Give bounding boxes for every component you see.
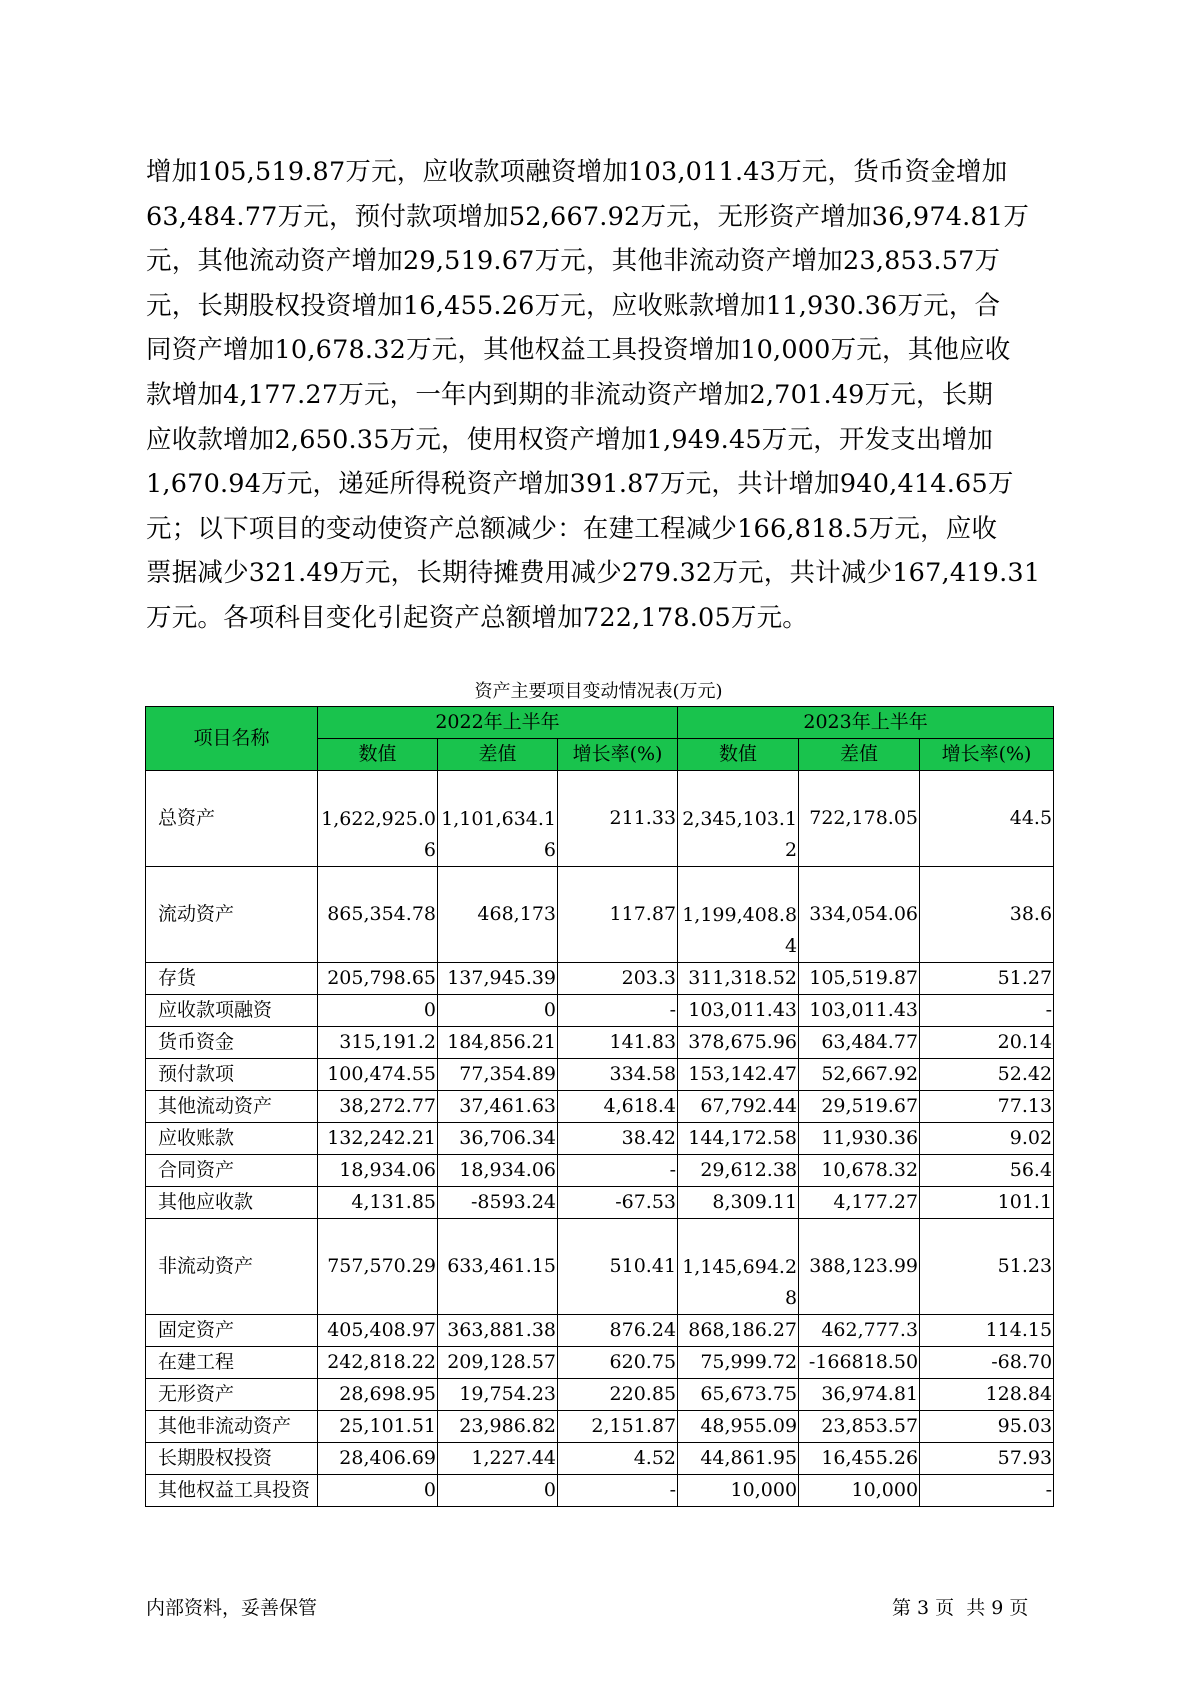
cell-diff-2022: 1,101,634.16: [438, 771, 558, 867]
cell-growth-2023: 77.13: [920, 1091, 1054, 1123]
cell-growth-2022: 203.3: [558, 963, 678, 995]
cell-diff-2023: 105,519.87: [799, 963, 920, 995]
table-row: [146, 1347, 1054, 1379]
paragraph-line: 票据减少321.49万元，长期待摊费用减少279.32万元，共计减少167,419.31: [146, 558, 1041, 589]
cell-diff-2023: 722,178.05: [799, 771, 920, 867]
header-diff-2023: 差值: [799, 739, 920, 771]
cell-value-2022: 25,101.51: [318, 1411, 438, 1443]
cell-value-2023: 75,999.72: [678, 1347, 799, 1379]
cell-diff-2023: 4,177.27: [799, 1187, 920, 1219]
cell-value-2023: 144,172.58: [678, 1123, 799, 1155]
cell-growth-2022: -: [558, 995, 678, 1027]
cell-diff-2022: 37,461.63: [438, 1091, 558, 1123]
table-row: [146, 995, 1054, 1027]
cell-value-2022: 242,818.22: [318, 1347, 438, 1379]
cell-diff-2023: 63,484.77: [799, 1027, 920, 1059]
paragraph-line: 元；以下项目的变动使资产总额减少：在建工程减少166,818.5万元，应收: [146, 513, 998, 544]
cell-growth-2023: 38.6: [920, 867, 1054, 963]
paragraph-line: 同资产增加10,678.32万元，其他权益工具投资增加10,000万元，其他应收: [146, 335, 1011, 366]
table-row: [146, 867, 1054, 963]
cell-growth-2022: 510.41: [558, 1219, 678, 1315]
table-row: [146, 1475, 1054, 1507]
cell-value-2023: 378,675.96: [678, 1027, 799, 1059]
cell-value-2022: 0: [318, 1475, 438, 1507]
cell-diff-2022: 209,128.57: [438, 1347, 558, 1379]
cell-diff-2023: 10,000: [799, 1475, 920, 1507]
body-paragraph: [146, 150, 1051, 641]
cell-diff-2022: 0: [438, 1475, 558, 1507]
cell-value-2022: 28,406.69: [318, 1443, 438, 1475]
cell-value-2022: 205,798.65: [318, 963, 438, 995]
cell-growth-2023: 128.84: [920, 1379, 1054, 1411]
cell-value-2023: 44,861.95: [678, 1443, 799, 1475]
table-row: [146, 1091, 1054, 1123]
header-value-2023: 数值: [678, 739, 799, 771]
table-row: [146, 1027, 1054, 1059]
cell-growth-2022: 620.75: [558, 1347, 678, 1379]
cell-diff-2023: 103,011.43: [799, 995, 920, 1027]
cell-diff-2023: 462,777.3: [799, 1315, 920, 1347]
cell-value-2022: 100,474.55: [318, 1059, 438, 1091]
cell-value-2023: 65,673.75: [678, 1379, 799, 1411]
cell-value-2023: 8,309.11: [678, 1187, 799, 1219]
cell-growth-2022: -: [558, 1475, 678, 1507]
cell-diff-2022: -8593.24: [438, 1187, 558, 1219]
cell-item-name: 合同资产: [146, 1155, 318, 1187]
cell-value-2022: 18,934.06: [318, 1155, 438, 1187]
cell-growth-2022: 4.52: [558, 1443, 678, 1475]
cell-diff-2022: 77,354.89: [438, 1059, 558, 1091]
cell-growth-2023: -: [920, 995, 1054, 1027]
cell-diff-2023: -166818.50: [799, 1347, 920, 1379]
paragraph-line: 1,670.94万元，递延所得税资产增加391.87万元，共计增加940,414.65万: [146, 469, 1014, 500]
cell-value-2022: 1,622,925.06: [318, 771, 438, 867]
cell-value-2022: 315,191.2: [318, 1027, 438, 1059]
table-row: [146, 1411, 1054, 1443]
table-row: [146, 1443, 1054, 1475]
cell-growth-2022: 211.33: [558, 771, 678, 867]
cell-item-name: 其他流动资产: [146, 1091, 318, 1123]
cell-diff-2023: 388,123.99: [799, 1219, 920, 1315]
cell-growth-2022: 38.42: [558, 1123, 678, 1155]
table-row: [146, 1187, 1054, 1219]
cell-growth-2023: 51.27: [920, 963, 1054, 995]
cell-diff-2023: 36,974.81: [799, 1379, 920, 1411]
cell-item-name: 长期股权投资: [146, 1443, 318, 1475]
cell-item-name: 无形资产: [146, 1379, 318, 1411]
table-row: [146, 1315, 1054, 1347]
cell-growth-2023: 20.14: [920, 1027, 1054, 1059]
cell-item-name: 应收账款: [146, 1123, 318, 1155]
cell-growth-2023: 95.03: [920, 1411, 1054, 1443]
cell-value-2023: 48,955.09: [678, 1411, 799, 1443]
cell-growth-2023: 51.23: [920, 1219, 1054, 1315]
cell-item-name: 非流动资产: [146, 1219, 318, 1315]
cell-diff-2022: 0: [438, 995, 558, 1027]
paragraph-line: 元，其他流动资产增加29,519.67万元，其他非流动资产增加23,853.57万: [146, 246, 1001, 277]
paragraph-line: 应收款增加2,650.35万元，使用权资产增加1,949.45万元，开发支出增加: [146, 424, 994, 455]
cell-value-2022: 38,272.77: [318, 1091, 438, 1123]
cell-value-2023: 311,318.52: [678, 963, 799, 995]
cell-growth-2022: 4,618.4: [558, 1091, 678, 1123]
cell-value-2023: 1,199,408.84: [678, 867, 799, 963]
cell-growth-2023: 56.4: [920, 1155, 1054, 1187]
cell-diff-2023: 16,455.26: [799, 1443, 920, 1475]
footer-page-number: 第 3 页 共 9 页: [892, 1597, 1029, 1619]
paragraph-line: 增加105,519.87万元，应收款项融资增加103,011.43万元，货币资金增加: [146, 157, 1008, 187]
cell-value-2022: 0: [318, 995, 438, 1027]
cell-item-name: 在建工程: [146, 1347, 318, 1379]
table-header-row: [146, 707, 1054, 739]
cell-growth-2022: -: [558, 1155, 678, 1187]
cell-item-name: 应收款项融资: [146, 995, 318, 1027]
table-row: [146, 1155, 1054, 1187]
cell-item-name: 其他应收款: [146, 1187, 318, 1219]
asset-change-table: [145, 706, 1054, 1507]
cell-value-2023: 67,792.44: [678, 1091, 799, 1123]
cell-growth-2023: 101.1: [920, 1187, 1054, 1219]
cell-value-2023: 153,142.47: [678, 1059, 799, 1091]
paragraph-line: 款增加4,177.27万元，一年内到期的非流动资产增加2,701.49万元，长期: [146, 379, 994, 410]
cell-growth-2022: -67.53: [558, 1187, 678, 1219]
paragraph-line: 元，长期股权投资增加16,455.26万元，应收账款增加11,930.36万元，合: [146, 290, 1001, 321]
cell-item-name: 总资产: [146, 771, 318, 867]
cell-value-2022: 757,570.29: [318, 1219, 438, 1315]
cell-diff-2022: 468,173: [438, 867, 558, 963]
cell-item-name: 其他权益工具投资: [146, 1475, 318, 1507]
cell-diff-2022: 36,706.34: [438, 1123, 558, 1155]
cell-item-name: 存货: [146, 963, 318, 995]
cell-value-2022: 405,408.97: [318, 1315, 438, 1347]
paragraph-line: 万元。各项科目变化引起资产总额增加722,178.05万元。: [146, 602, 809, 633]
cell-growth-2023: 52.42: [920, 1059, 1054, 1091]
header-diff-2022: 差值: [438, 739, 558, 771]
cell-growth-2022: 141.83: [558, 1027, 678, 1059]
cell-value-2023: 1,145,694.28: [678, 1219, 799, 1315]
cell-growth-2023: -: [920, 1475, 1054, 1507]
header-growth-2023: 增长率(%): [920, 739, 1054, 771]
cell-growth-2023: 9.02: [920, 1123, 1054, 1155]
cell-value-2023: 868,186.27: [678, 1315, 799, 1347]
cell-value-2022: 28,698.95: [318, 1379, 438, 1411]
table-row: [146, 963, 1054, 995]
table-row: [146, 771, 1054, 867]
cell-growth-2022: 2,151.87: [558, 1411, 678, 1443]
table-row: [146, 1219, 1054, 1315]
cell-growth-2023: 57.93: [920, 1443, 1054, 1475]
footer-confidential-note: 内部资料，妥善保管: [146, 1597, 318, 1619]
cell-growth-2022: 876.24: [558, 1315, 678, 1347]
cell-diff-2023: 29,519.67: [799, 1091, 920, 1123]
cell-diff-2022: 1,227.44: [438, 1443, 558, 1475]
cell-diff-2023: 10,678.32: [799, 1155, 920, 1187]
cell-value-2023: 2,345,103.12: [678, 771, 799, 867]
paragraph-line: 63,484.77万元，预付款项增加52,667.92万元，无形资产增加36,974.81万: [146, 201, 1030, 232]
cell-item-name: 固定资产: [146, 1315, 318, 1347]
cell-diff-2023: 11,930.36: [799, 1123, 920, 1155]
header-value-2022: 数值: [318, 739, 438, 771]
cell-growth-2022: 117.87: [558, 867, 678, 963]
cell-growth-2022: 220.85: [558, 1379, 678, 1411]
cell-item-name: 货币资金: [146, 1027, 318, 1059]
cell-value-2023: 29,612.38: [678, 1155, 799, 1187]
cell-value-2022: 132,242.21: [318, 1123, 438, 1155]
cell-value-2022: 4,131.85: [318, 1187, 438, 1219]
cell-diff-2023: 334,054.06: [799, 867, 920, 963]
table-row: [146, 1379, 1054, 1411]
cell-diff-2022: 363,881.38: [438, 1315, 558, 1347]
cell-growth-2022: 334.58: [558, 1059, 678, 1091]
header-growth-2022: 增长率(%): [558, 739, 678, 771]
cell-diff-2022: 18,934.06: [438, 1155, 558, 1187]
header-period-2023: 2023年上半年: [678, 707, 1054, 739]
cell-value-2022: 865,354.78: [318, 867, 438, 963]
cell-diff-2023: 23,853.57: [799, 1411, 920, 1443]
header-period-2022: 2022年上半年: [318, 707, 678, 739]
cell-diff-2022: 137,945.39: [438, 963, 558, 995]
cell-growth-2023: 44.5: [920, 771, 1054, 867]
cell-diff-2022: 184,856.21: [438, 1027, 558, 1059]
table-caption: 资产主要项目变动情况表(万元): [474, 681, 723, 702]
cell-growth-2023: -68.70: [920, 1347, 1054, 1379]
cell-diff-2022: 23,986.82: [438, 1411, 558, 1443]
cell-item-name: 其他非流动资产: [146, 1411, 318, 1443]
cell-value-2023: 103,011.43: [678, 995, 799, 1027]
cell-item-name: 预付款项: [146, 1059, 318, 1091]
cell-diff-2023: 52,667.92: [799, 1059, 920, 1091]
cell-diff-2022: 19,754.23: [438, 1379, 558, 1411]
cell-diff-2022: 633,461.15: [438, 1219, 558, 1315]
header-item-name: 项目名称: [146, 707, 318, 771]
table-row: [146, 1059, 1054, 1091]
cell-growth-2023: 114.15: [920, 1315, 1054, 1347]
cell-item-name: 流动资产: [146, 867, 318, 963]
cell-value-2023: 10,000: [678, 1475, 799, 1507]
table-row: [146, 1123, 1054, 1155]
